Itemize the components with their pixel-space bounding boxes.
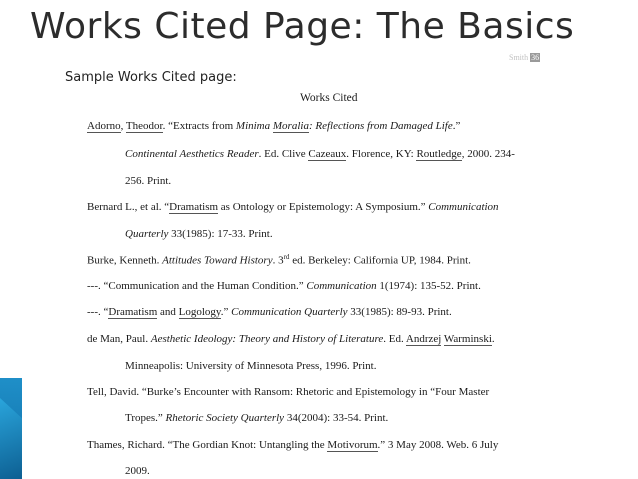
entry-line: Burke, Kenneth. Attitudes Toward History. 3rd ed. Berkeley: California UP, 1984. Print. bbox=[87, 253, 471, 267]
entry-line: Minneapolis: University of Minnesota Press, 1996. Print. bbox=[125, 360, 377, 372]
slide-title: Works Cited Page: The Basics bbox=[30, 6, 575, 47]
entry-line: Quarterly 33(1985): 17-33. Print. bbox=[125, 228, 273, 240]
header-name: Smith bbox=[509, 53, 529, 62]
entry-line: 2009. bbox=[125, 465, 150, 477]
page-number: 36 bbox=[531, 53, 540, 62]
entry-line: Tropes.” Rhetoric Society Quarterly 34(2004): 33-54. Print. bbox=[125, 412, 389, 424]
entry-line: Continental Aesthetics Reader. Ed. Clive Cazeaux. Florence, KY: Routledge, 2000. 234- bbox=[125, 148, 515, 160]
document-title: Works Cited bbox=[300, 92, 358, 104]
entry-line: Adorno, Theodor. “Extracts from Minima Moralia: Reflections from Damaged Life.” bbox=[87, 120, 461, 132]
entry-line: ---. “Communication and the Human Condition.” Communication 1(1974): 135-52. Print. bbox=[87, 280, 481, 292]
entry-line: ---. “Dramatism and Logology.” Communication Quarterly 33(1985): 89-93. Print. bbox=[87, 306, 452, 318]
entry-line: Tell, David. “Burke’s Encounter with Ransom: Rhetoric and Epistemology in “Four Master bbox=[87, 386, 490, 398]
slide-subtitle: Sample Works Cited page: bbox=[65, 70, 237, 85]
entry-line: Bernard L., et al. “Dramatism as Ontology or Epistemology: A Symposium.” Communication bbox=[87, 201, 499, 213]
entry-line: Thames, Richard. “The Gordian Knot: Untangling the Motivorum.” 3 May 2008. Web. 6 July bbox=[87, 439, 499, 451]
entry-line: de Man, Paul. Aesthetic Ideology: Theory and History of Literature. Ed. Andrzej Warminski. bbox=[87, 333, 495, 345]
entry-line: 256. Print. bbox=[125, 175, 172, 187]
